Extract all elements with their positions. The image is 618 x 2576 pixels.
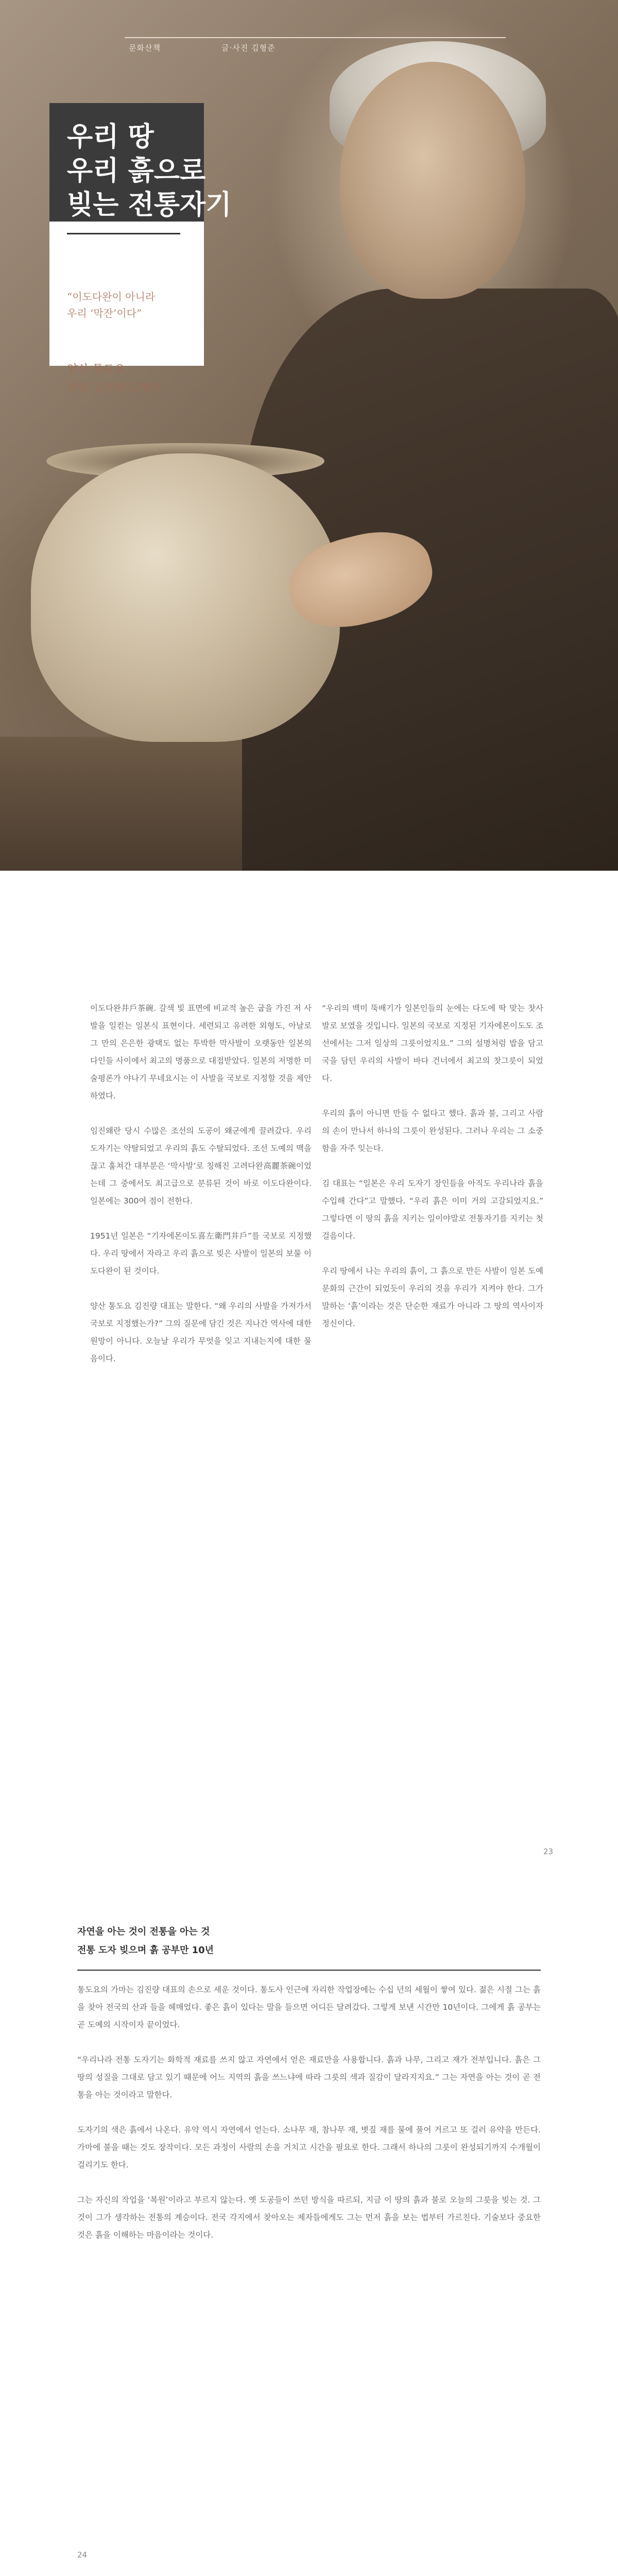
heading-rule (77, 1970, 541, 1971)
cover-photo (0, 0, 618, 871)
paragraph: 우리의 흙이 아니면 만들 수 없다고 했다. 흙과 불, 그리고 사람의 손이 만나서 하나의 그릇이 완성된다. 그러나 우리는 그 소중함을 자주 잊는다. (322, 1109, 543, 1153)
cover-kicker: 문화산책 (129, 43, 161, 53)
paragraph: 1951년 일본은 “기자에몬이도喜左衛門井戶”를 국보로 지정했다. 우리 땅에서 자라고 우리 흙으로 빚은 사발이 일본의 보물 이도다완이 된 것이다. (90, 1231, 312, 1276)
cover-credit: 글·사진 김형준 (221, 43, 276, 53)
article-column-right (322, 999, 543, 1350)
paragraph: 도자기의 색은 흙에서 나온다. 유약 역시 자연에서 얻는다. 소나무 재, 참나무 재, 볏짚 재를 물에 풀어 거르고 또 걸러 유약을 만든다. 가마에 불을 때는 것도 장작이다. 모든 과정이 사람의 손을 거치고 시간을 필요로 한다. 그래서 하나의 그릇이 완성되기까지 수개월이 걸리기도 한다. (77, 2125, 541, 2170)
paragraph: 그는 자신의 작업을 ‘복원’이라고 부르지 않는다. 옛 도공들이 쓰던 방식을 따르되, 지금 이 땅의 흙과 불로 오늘의 그릇을 빚는 것. 그것이 그가 생각하는 전통의 계승이다. 전국 각지에서 찾아오는 제자들에게도 그는 먼저 흙을 보는 법부터 가르친다. 기술보다 중요한 것은 흙을 이해하는 마음이라는 것이다. (77, 2195, 541, 2240)
paragraph: 이도다완井戶茶碗. 갈색 빛 표면에 비교적 높은 굽을 가진 저 사발을 일컫는 일본식 표현이다. 세련되고 유려한 외형도, 아날로그 만의 은은한 광택도 없는 투박한 막사발이 오랫동안 일본의 다인들 사이에서 최고의 명품으로 대접받았다. 일본의 저명한 미술평론가 야나기 무네요시는 이 사발을 국보로 지정할 것을 제안하였다. (90, 1004, 312, 1100)
title-line-1: 우리 땅 (67, 122, 154, 152)
section-heading-line-2: 전통 도자 빚으며 흙 공부만 10년 (77, 1945, 214, 1956)
page-number: 24 (77, 2550, 88, 2560)
page-number: 23 (543, 1847, 554, 1856)
subtitle-line-2: 송암 김진량 도예가 (67, 382, 162, 395)
paragraph: 임진왜란 당시 수많은 조선의 도공이 왜군에게 끌려갔다. 우리 도자기는 약탈되었고 우리의 흙도 수탈되었다. 조선 도예의 맥을 끊고 훔쳐간 대부분은 ‘막사발’로 칭해진 고려다완高麗茶碗이었는데 그 중에서도 최고급으로 분류된 것이 바로 이도다완이다. 일본에는 300여 점이 전한다. (90, 1126, 312, 1206)
page-23 (0, 871, 618, 1904)
paragraph: 양산 통도요 김진량 대표는 말한다. “왜 우리의 사발을 가져가서 국보로 지정했는가?” 그의 질문에 담긴 것은 지나간 역사에 대한 원망이 아니다. 오늘날 우리가 무엇을 잊고 지내는지에 대한 물음이다. (90, 1301, 312, 1363)
title-divider (67, 233, 180, 234)
quote-line-1: “이도다완이 아니라 (67, 291, 156, 303)
title-line-3: 빚는 전통자기 (67, 190, 232, 221)
cover-top-rule (125, 37, 506, 38)
page-24 (0, 1904, 618, 2576)
quote-line-2: 우리 ‘막잔’이다” (67, 307, 142, 319)
paragraph: “우리나라 전통 도자기는 화학적 재료를 쓰지 않고 자연에서 얻은 재료만을 사용합니다. 흙과 나무, 그리고 재가 전부입니다. 흙은 그 땅의 성질을 그대로 담고 있기 때문에 어느 지역의 흙을 쓰느냐에 따라 그릇의 색과 질감이 달라지지요.” 그는 자연을 아는 것이 곧 전통을 아는 것이라고 말한다. (77, 2055, 541, 2099)
paragraph: 우리 땅에서 나는 우리의 흙이, 그 흙으로 만든 사발이 일본 도예 문화의 근간이 되었듯이 우리의 것을 우리가 지켜야 한다. 그가 말하는 ‘흙’이라는 것은 단순한 재료가 아니라 그 땅의 역사이자 정신이다. (322, 1266, 543, 1328)
paragraph: “우리의 백미 뚝배기가 일본인들의 눈에는 다도에 딱 맞는 찻사발로 보였을 것입니다. 일본의 국보로 지정된 기자에몬이도도 조선에서는 그저 일상의 그릇이었지요.” 그의 설명처럼 밥을 담고 국을 담던 우리의 사발이 바다 건너에서 최고의 찻그릇이 되었다. (322, 1004, 543, 1083)
article-column-left (90, 999, 312, 1385)
potter-face (340, 62, 525, 299)
paragraph: 김 대표는 “일본은 우리 도자기 장인들을 아직도 우리나라 흙을 수입해 간다”고 말했다. “우리 흙은 이미 거의 고갈되었지요.” 그렇다면 이 땅의 흙을 지키는 일이야말로 전통자기를 지키는 첫걸음이다. (322, 1179, 543, 1241)
paragraph: 통도요의 가마는 김진량 대표의 손으로 세운 것이다. 통도사 인근에 자리한 작업장에는 수십 년의 세월이 쌓여 있다. 젊은 시절 그는 흙을 찾아 전국의 산과 들을 헤매었다. 좋은 흙이 있다는 말을 들으면 어디든 달려갔다. 그렇게 보낸 시간만 10년이다. 그에게 흙 공부는 곧 도예의 시작이자 끝이었다. (77, 1985, 541, 2029)
title-line-2: 우리 흙으로 (67, 156, 206, 187)
section-heading-line-1: 자연을 아는 것이 전통을 아는 것 (77, 1926, 210, 1937)
subtitle-line-1: 양산 통도요 (67, 363, 126, 376)
article-body (77, 1981, 541, 2261)
